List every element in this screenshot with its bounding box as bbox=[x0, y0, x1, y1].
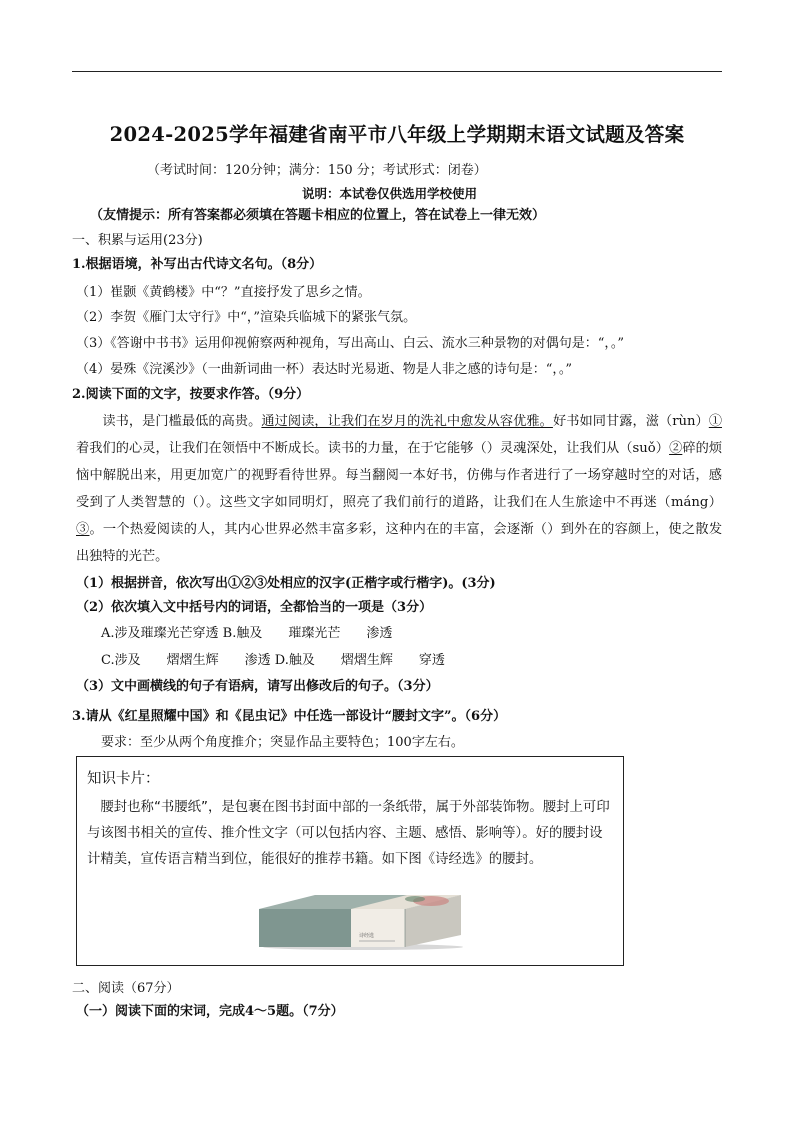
q1-heading: 1.根据语境，补写出古代诗文名句。（8分） bbox=[72, 257, 323, 272]
blank-marker-3: ③ bbox=[76, 522, 90, 537]
card-title: 知识卡片： bbox=[87, 771, 160, 787]
section-heading-1: 一、积累与运用(23分) bbox=[72, 233, 203, 248]
knowledge-card bbox=[76, 756, 624, 966]
q1-item-4: （4）晏殊《浣溪沙》（一曲新词曲一杯）表达时光易逝、物是人非之感的诗句是：“，。” bbox=[76, 362, 573, 377]
q2-sub-1: （1）根据拼音，依次写出①②③处相应的汉字(正楷字或行楷字)。(3分) bbox=[76, 576, 496, 591]
q2-heading: 2.阅读下面的文字，按要求作答。（9分） bbox=[72, 387, 310, 402]
passage-text: 。一个热爱阅读的人，其内心世界必然丰富多彩，这种内在的丰富，会逐渐（）到外在的容颜上，使之散发出独特的光芒。 bbox=[76, 522, 723, 564]
q3-requirement: 要求：至少从两个角度推介；突显作品主要特色；100字左右。 bbox=[101, 735, 464, 750]
leaf-painting bbox=[405, 896, 425, 902]
header-rule bbox=[72, 71, 722, 72]
card-text: 腰封也称“书腰纸”，是包裹在图书封面中部的一条纸带，属于外部装饰物。腰封上可印与该图书相关的宣传、推介性文字（可以包括内容、主题、感悟、影响等）。好的腰封设计精美，宣传语言精当到位，能很好的推荐书籍。如下图《诗经选》的腰封。 bbox=[87, 800, 610, 867]
passage-text: 碎的烦恼中解脱出来，用更加宽广的视野看待世界。每当翻阅一本好书，仿佛与作者进行了一场穿越时空的对话，感受到了人类智慧的（）。这些文字如同明灯，照亮了我们前行的道路，让我们在人生旅途中不再迷（máng） bbox=[76, 441, 723, 510]
passage-text: 读书，是门槛最低的高贵。 bbox=[102, 414, 262, 429]
q2-options-row-1: A.涉及璀璨光芒穿透 B.触及 璀璨光芒 渗透 bbox=[101, 626, 393, 641]
exam-info: （考试时间：120分钟；满分：150 分；考试形式：闭卷） bbox=[147, 163, 487, 178]
q2-options-row-2: C.涉及 熠熠生辉 渗透 D.触及 熠熠生辉 穿透 bbox=[101, 653, 445, 668]
q1-item-1: （1）崔颢《黄鹤楼》中“？”直接抒发了思乡之情。 bbox=[76, 285, 371, 300]
book-spine-title: 诗经选 bbox=[359, 933, 375, 939]
q1-item-3: （3）《答谢中书书》运用仰视俯察两种视角，写出高山、白云、流水三种景物的对偶句是：“，。” bbox=[76, 336, 625, 351]
blank-marker-1: ① bbox=[708, 414, 722, 429]
q2-passage bbox=[76, 408, 722, 570]
q1-item-2: （2）李贺《雁门太守行》中“，”渲染兵临城下的紧张气氛。 bbox=[76, 310, 417, 325]
underlined-sentence: 通过阅读，让我们在岁月的洗礼中愈发从容优雅。 bbox=[261, 414, 553, 429]
page-title: 2024-2025学年福建省南平市八年级上学期期末语文试题及答案 bbox=[109, 123, 685, 146]
q3-heading: 3.请从《红星照耀中国》和《昆虫记》中任选一部设计“腰封文字”。（6分） bbox=[72, 709, 507, 724]
friendly-tip: （友情提示：所有答案都必须填在答题卡相应的位置上，答在试卷上一律无效） bbox=[90, 208, 546, 223]
q2-sub-2: （2）依次填入文中括号内的词语，全都恰当的一项是（3分） bbox=[76, 600, 433, 615]
passage-text: 着我们的心灵，让我们在领悟中不断成长。读书的力量，在于它能够（）灵魂深处，让我们从（suǒ） bbox=[76, 441, 670, 456]
usage-note: 说明：本试卷仅供选用学校使用 bbox=[302, 186, 478, 201]
sub-section-heading: （一）阅读下面的宋词，完成4～5题。（7分） bbox=[76, 1004, 344, 1019]
section-heading-2: 二、阅读（67分） bbox=[72, 981, 180, 996]
passage-text: 好书如同甘露，滋（rùn） bbox=[552, 414, 709, 429]
q2-sub-3: （3）文中画横线的句子有语病，请写出修改后的句子。（3分） bbox=[76, 679, 439, 694]
book-waistband-image bbox=[255, 889, 465, 951]
blank-marker-2: ② bbox=[669, 441, 683, 456]
